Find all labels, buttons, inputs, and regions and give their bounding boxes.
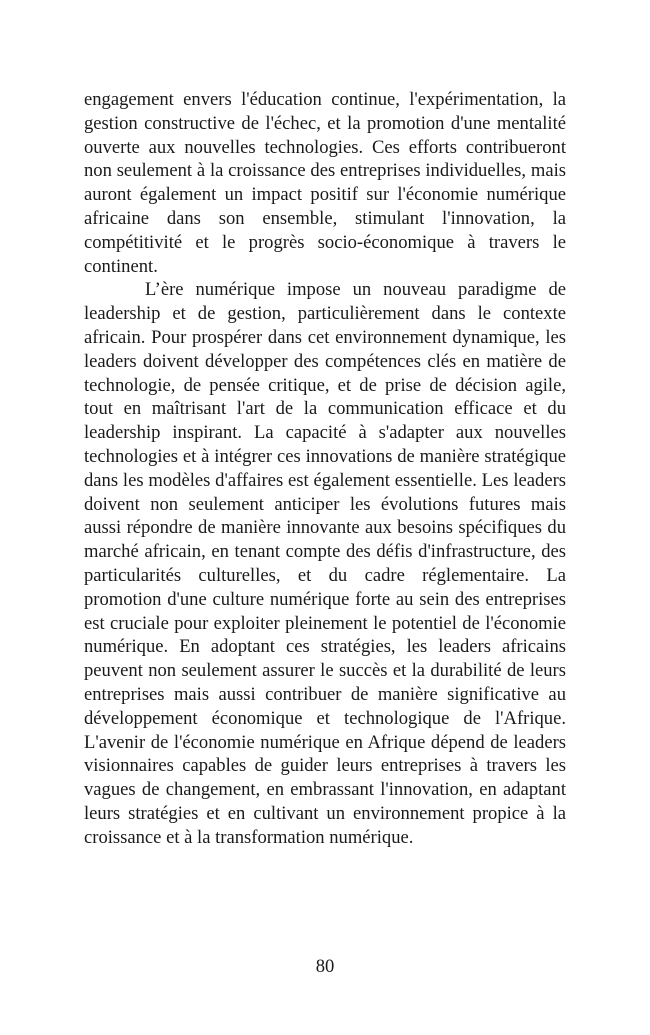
body-text bbox=[84, 88, 566, 850]
page-number: 80 bbox=[315, 956, 335, 977]
paragraph-digital-era: L’ère numérique impose un nouveau paradigme de leadership et de gestion, particulièrement dans le contexte africain. Pour prospérer dans cet environnement dynamique, les leaders doivent développer des compétences clés en matière de technologie, de pensée critique, et de prise de décision agile, tout en maîtrisant l'art de la communication efficace et du leadership inspirant. La capacité à s'adapter aux nouvelles technologies et à intégrer ces innovations de manière stratégique dans les modèles d'affaires est également essentielle. Les leaders doivent non seulement anticiper les évolutions futures mais aussi répondre de manière innovante aux besoins spécifiques du marché africain, en tenant compte des défis d'infrastructure, des particularités culturelles, et du cadre réglementaire. La promotion d'une culture numérique forte au sein des entreprises est cruciale pour exploiter pleinement le potentiel de l'économie numérique. En adoptant ces stratégies, les leaders africains peuvent non seulement assurer le succès et la durabilité de leurs entreprises mais aussi contribuer de manière significative au développement économique et technologique de l'Afrique. L'avenir de l'économie numérique en Afrique dépend de leaders visionnaires capables de guider leurs entreprises à travers les vagues de changement, en embrassant l'innovation, en adaptant leurs stratégies et en cultivant un environnement propice à la croissance et à la transformation numérique. bbox=[84, 279, 566, 848]
paragraph-continuation: engagement envers l'éducation continue, l'expérimentation, la gestion constructive de l'échec, et la promotion d'une mentalité ouverte aux nouvelles technologies. Ces efforts contribueront non seulement à la croissance des entreprises individuelles, mais auront également un impact positif sur l'économie numérique africaine dans son ensemble, stimulant l'innovation, la compétitivité et le progrès socio-économique à travers le continent. bbox=[84, 89, 566, 277]
